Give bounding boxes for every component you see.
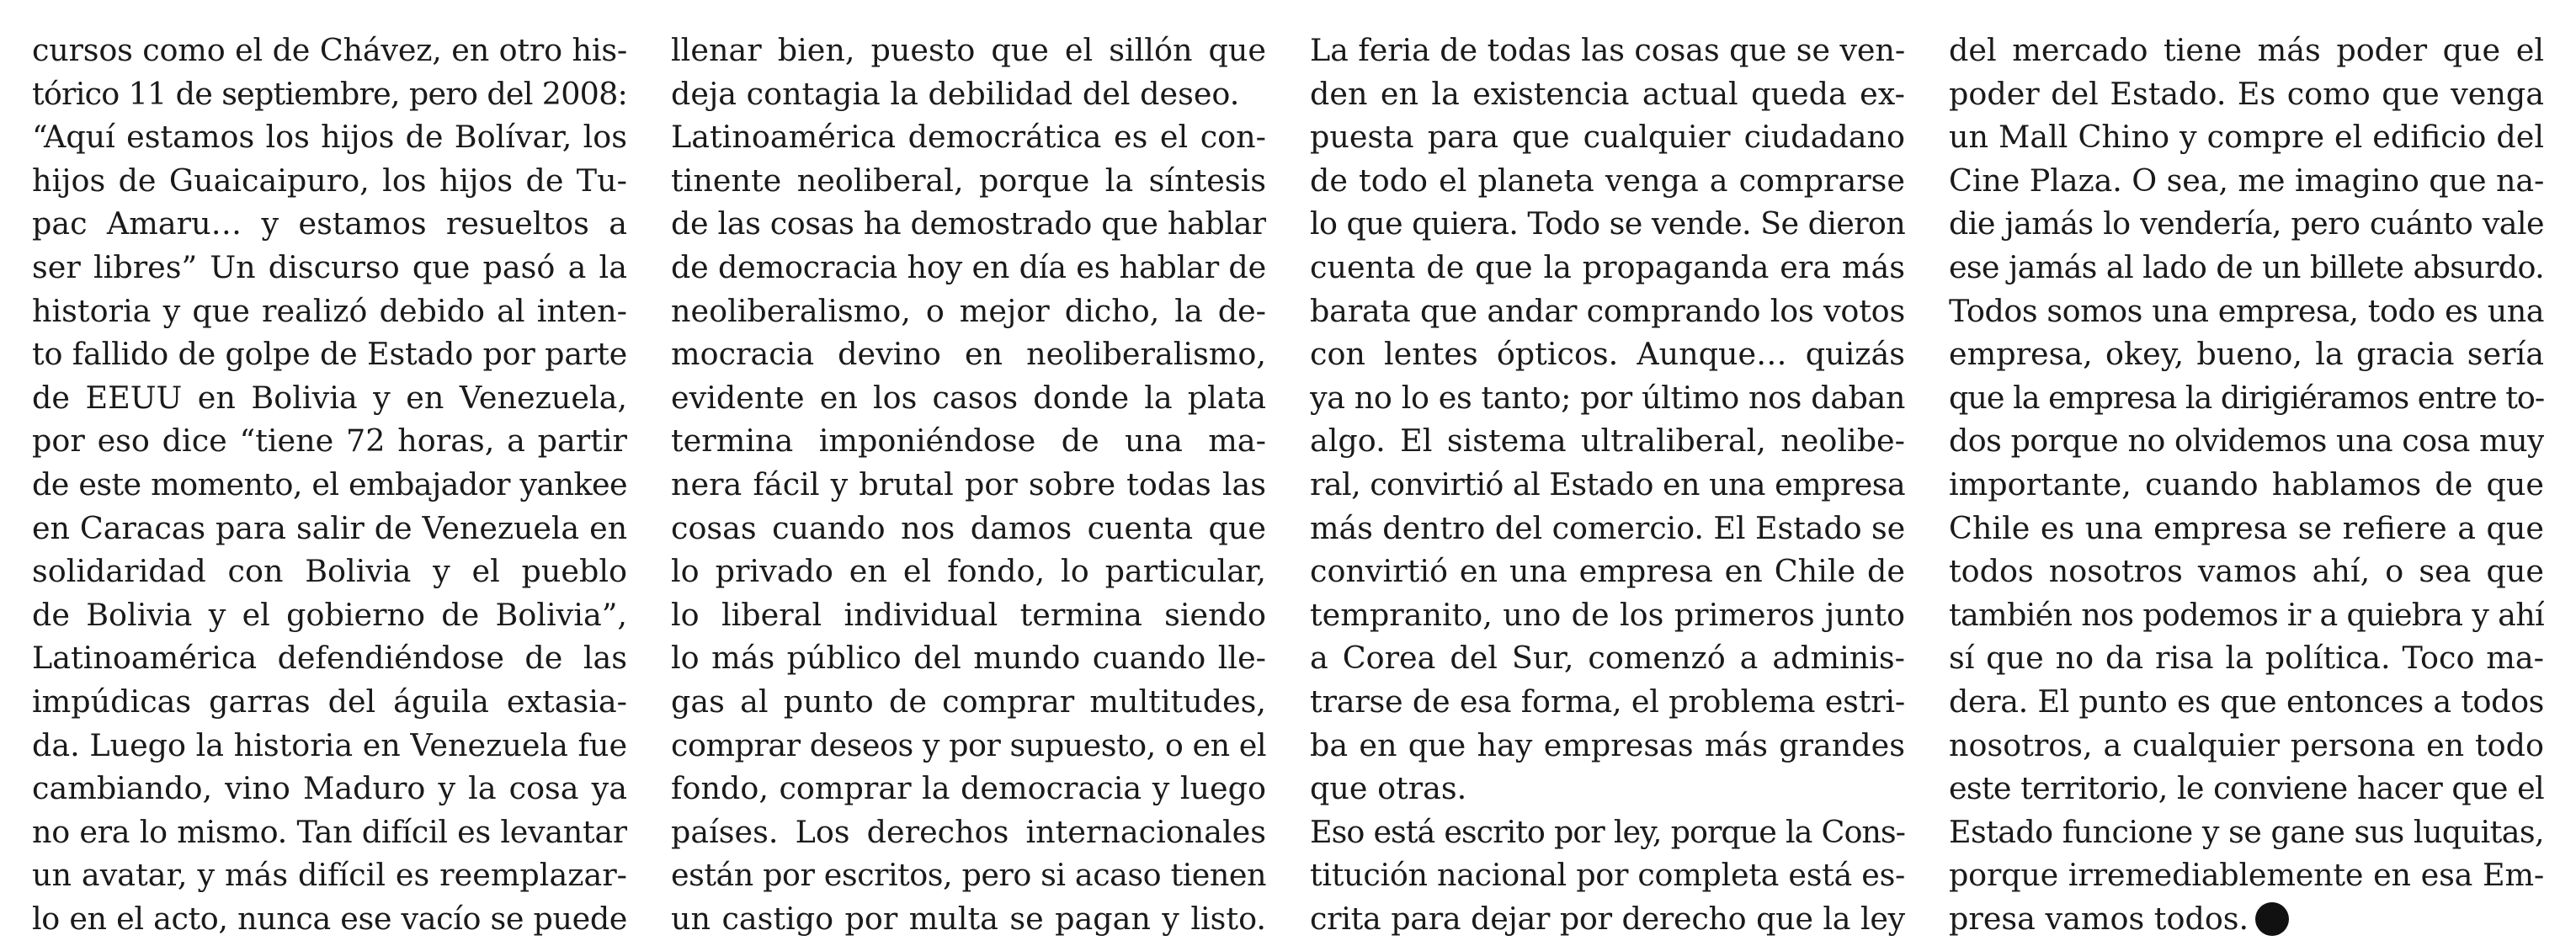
text-line: ral, convirtió al Estado en una empresa <box>1310 465 1905 502</box>
text-line: gas al punto de comprar multitudes, <box>671 683 1266 720</box>
text-line: historia y que realizó debido al inten- <box>32 292 627 329</box>
text-columns <box>32 29 2544 946</box>
text-line: ba en que hay empresas más grandes <box>1310 726 1905 763</box>
text-line: ser libres” Un discurso que pasó a la <box>32 248 627 285</box>
paragraph <box>671 115 1266 940</box>
text-line: más dentro del comercio. El Estado se <box>1310 509 1905 546</box>
text-line: tórico 11 de septiembre, pero del 2008: <box>32 75 627 112</box>
text-line: comprar deseos y por supuesto, o en el <box>671 726 1266 763</box>
text-line: Eso está escrito por ley, porque la Cons- <box>1310 813 1905 850</box>
paragraph <box>1310 29 1905 810</box>
text-line: crita para dejar por derecho que la ley <box>1310 900 1905 937</box>
text-line: que otras. <box>1310 770 1467 807</box>
paragraph <box>1310 810 1905 941</box>
text-line: den en la existencia actual queda ex- <box>1310 75 1905 112</box>
text-line: poder del Estado. Es como que venga <box>1949 75 2544 112</box>
paragraph <box>671 29 1266 115</box>
text-line: todos nosotros vamos ahí, o sea que <box>1949 553 2544 590</box>
text-line: no era lo mismo. Tan difícil es levantar <box>32 813 627 850</box>
text-line: “Aquí estamos los hijos de Bolívar, los <box>32 119 627 156</box>
text-line: trarse de esa forma, el problema estri- <box>1310 683 1905 720</box>
text-line: Cine Plaza. O sea, me imagino que na- <box>1949 162 2544 199</box>
text-line: de las cosas ha demostrado que hablar <box>671 205 1266 242</box>
text-line: por eso dice “tiene 72 horas, a partir <box>32 423 627 460</box>
text-line: fondo, comprar la democracia y luego <box>671 770 1266 807</box>
text-column-3 <box>1310 29 1905 946</box>
text-line: a Corea del Sur, comenzó a adminis- <box>1310 640 1905 677</box>
text-line: solidaridad con Bolivia y el pueblo <box>32 553 627 590</box>
text-line: también nos podemos ir a quiebra y ahí <box>1949 596 2544 633</box>
text-line: mocracia devino en neoliberalismo, <box>671 336 1266 373</box>
text-line: de Bolivia y el gobierno de Bolivia”, <box>32 596 627 633</box>
text-line: tempranito, uno de los primeros junto <box>1310 596 1905 633</box>
text-line: die jamás lo vendería, pero cuánto vale <box>1949 205 2544 242</box>
text-line: ya no lo es tanto; por último nos daban <box>1310 379 1905 416</box>
text-line: dos porque no olvidemos una cosa muy <box>1949 423 2544 460</box>
text-line: países. Los derechos internacionales <box>671 813 1266 850</box>
text-line: Todos somos una empresa, todo es una <box>1949 292 2544 329</box>
paragraph <box>32 29 627 940</box>
text-line: llenar bien, puesto que el sillón que <box>671 32 1266 68</box>
text-line: Estado funcione y se gane sus luquitas, <box>1949 813 2544 850</box>
text-line: de democracia hoy en día es hablar de <box>671 248 1266 285</box>
text-line: dera. El punto es que entonces a todos <box>1949 683 2544 720</box>
text-line: lo privado en el fondo, lo particular, <box>671 553 1266 590</box>
text-line: evidente en los casos donde la plata <box>671 379 1266 416</box>
text-line: nosotros, a cualquier persona en todo <box>1949 726 2544 763</box>
text-line: este territorio, le conviene hacer que el <box>1949 770 2544 807</box>
text-line: presa vamos todos. <box>1949 897 2544 941</box>
text-line: que la empresa la dirigiéramos entre to- <box>1949 379 2544 416</box>
text-line: están por escritos, pero si acaso tienen <box>671 857 1266 894</box>
text-line: de este momento, el embajador yankee <box>32 465 627 502</box>
text-line: impúdicas garras del águila extasia- <box>32 683 627 720</box>
text-line: lo en el acto, nunca ese vacío se puede <box>32 900 627 937</box>
text-line: ese jamás al lado de un billete absurdo. <box>1949 248 2544 285</box>
text-line: lo que quiera. Todo se vende. Se dieron <box>1310 205 1905 242</box>
text-line: en Caracas para salir de Venezuela en <box>32 509 627 546</box>
text-column-4 <box>1949 29 2544 946</box>
text-line: de todo el planeta venga a comprarse <box>1310 162 1905 199</box>
text-line: cuenta de que la propaganda era más <box>1310 248 1905 285</box>
text-line: pac Amaru… y estamos resueltos a <box>32 205 627 242</box>
text-line: del mercado tiene más poder que el <box>1949 32 2544 68</box>
text-line: to fallido de golpe de Estado por parte <box>32 336 627 373</box>
text-line: cambiando, vino Maduro y la cosa ya <box>32 770 627 807</box>
text-line: Latinoamérica defendiéndose de las <box>32 640 627 677</box>
text-line: nera fácil y brutal por sobre todas las <box>671 465 1266 502</box>
text-column-1 <box>32 29 627 946</box>
text-line: barata que andar comprando los votos <box>1310 292 1905 329</box>
text-line: sí que no da risa la política. Toco ma- <box>1949 640 2544 677</box>
text-line: hijos de Guaicaipuro, los hijos de Tu- <box>32 162 627 199</box>
text-line: neoliberalismo, o mejor dicho, la de- <box>671 292 1266 329</box>
text-line: cosas cuando nos damos cuenta que <box>671 509 1266 546</box>
text-line: termina imponiéndose de una ma- <box>671 423 1266 460</box>
text-column-2 <box>671 29 1266 946</box>
text-line: puesta para que cualquier ciudadano <box>1310 119 1905 156</box>
text-line: de EEUU en Bolivia y en Venezuela, <box>32 379 627 416</box>
text-line: con lentes ópticos. Aunque… quizás <box>1310 336 1905 373</box>
text-line: Chile es una empresa se refiere a que <box>1949 509 2544 546</box>
text-line: lo más público del mundo cuando lle- <box>671 640 1266 677</box>
text-line: convirtió en una empresa en Chile de <box>1310 553 1905 590</box>
paragraph <box>1949 29 2544 940</box>
text-line: un castigo por multa se pagan y listo. <box>671 900 1266 937</box>
text-line: cursos como el de Chávez, en otro his- <box>32 32 627 68</box>
text-line: un Mall Chino y compre el edificio del <box>1949 119 2544 156</box>
text-line: titución nacional por completa está es- <box>1310 857 1905 894</box>
text-line: da. Luego la historia en Venezuela fue <box>32 726 627 763</box>
text-line: tinente neoliberal, porque la síntesis <box>671 162 1266 199</box>
text-line: importante, cuando hablamos de que <box>1949 465 2544 502</box>
text-line: porque irremediablemente en esa Em- <box>1949 857 2544 894</box>
text-line: un avatar, y más difícil es reemplazar- <box>32 857 627 894</box>
end-of-article-mark-icon <box>2255 902 2289 936</box>
text-line: lo liberal individual termina siendo <box>671 596 1266 633</box>
text-line: deja contagia la debilidad del deseo. <box>671 75 1240 112</box>
text-line: La feria de todas las cosas que se ven- <box>1310 32 1905 68</box>
text-line: algo. El sistema ultraliberal, neolibe- <box>1310 423 1905 460</box>
text-line: Latinoamérica democrática es el con- <box>671 119 1266 156</box>
text-line: empresa, okey, bueno, la gracia sería <box>1949 336 2544 373</box>
